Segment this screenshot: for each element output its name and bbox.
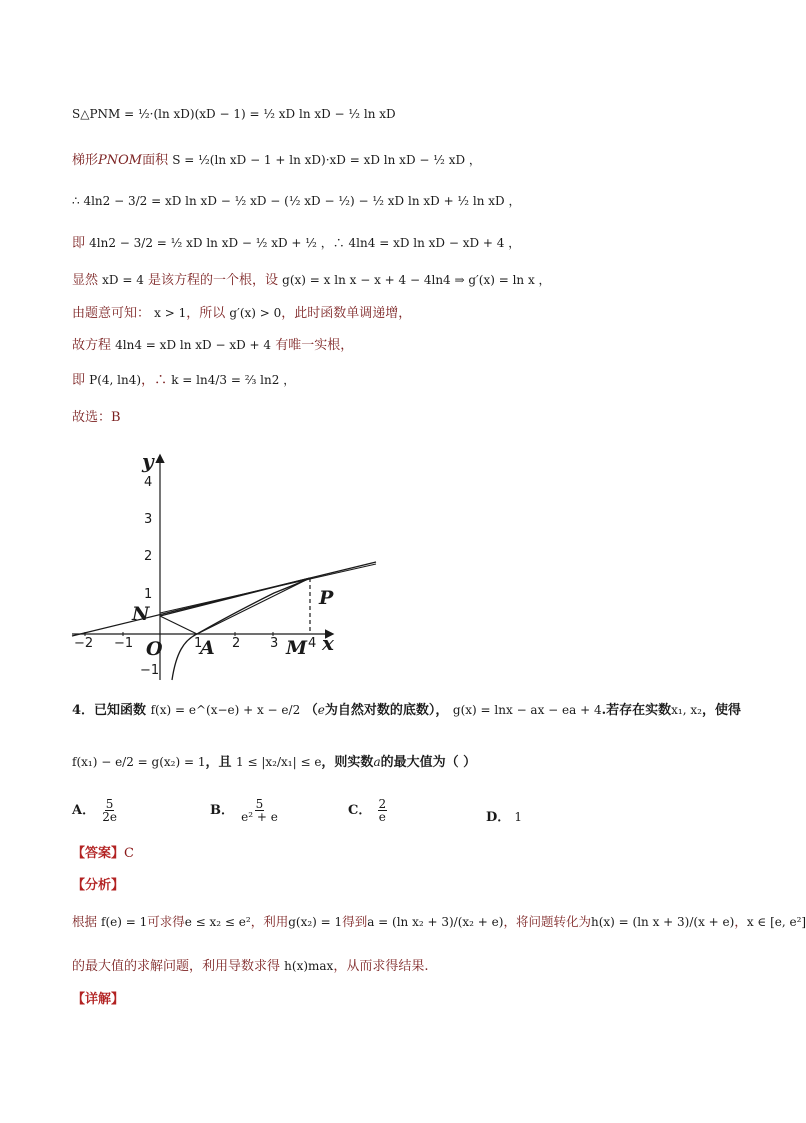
text: 根据 [72,914,98,929]
analysis-line2 [72,956,428,977]
question-4-line2 [72,752,476,773]
choice-text: 故选：B [72,410,121,425]
option-label: C． [348,803,372,818]
formula: e [317,703,325,717]
formula: 4ln4 = xD ln xD − xD + 4 [115,338,272,352]
therefore-line [72,191,520,212]
question-4-line1 [72,700,741,721]
trapezoid-area-line [72,150,481,171]
y-tick-4: 4 [144,475,153,490]
x-tick-3: 3 [270,636,279,651]
text: ，∴ [141,373,168,388]
formula: g(x₂) = 1 [288,915,343,929]
option-value: 1 [514,810,523,824]
text: 由题意可知： [72,306,151,321]
text: 即 [72,373,86,388]
text: 显然 [72,273,99,288]
text: 为自然对数的底数）， [324,703,449,718]
formula: h(x) = (ln x + 3)/(x + e) [590,915,735,929]
x-tick-4: 4 [308,636,317,651]
function-graph [64,448,384,688]
text: （ [304,703,318,718]
unique-root-line [72,335,353,356]
formula: e ≤ x₂ ≤ e² [184,915,251,929]
formula: g(x) = lnx − ax − ea + 4 [452,703,602,717]
choose-line [72,408,121,428]
y-tick-neg1: −1 [140,663,160,678]
formula: f(e) = 1 [101,915,148,929]
answer-value: C [124,846,134,861]
line-NP-ext [160,564,376,613]
formula: 1 ≤ |x₂/x₁| ≤ e [236,755,322,769]
option-A[interactable] [72,798,120,823]
option-label: A． [72,803,96,818]
text: 可求得 [147,914,185,929]
option-label: D． [486,810,511,825]
formula: f(x₁) − e/2 = g(x₂) = 1 [72,755,206,769]
numerator: 5 [105,797,114,811]
text: ，使得 [701,703,741,718]
text: 的最大值的求解问题，利用导数求得 [72,959,281,974]
text: 是该方程的一个根，设 [148,273,279,288]
analysis-tag-line [72,876,124,896]
text: ，利用 [250,914,289,929]
denominator: 2e [102,810,117,824]
point-O-label: O [146,638,163,660]
x-tick-neg2: −2 [74,636,94,651]
point-p-line [72,370,295,391]
ln-curve [172,578,310,680]
point-A-label: A [200,637,215,659]
option-label: B． [210,803,234,818]
text: ， [734,914,747,929]
text: .若存在实数 [601,703,672,718]
text: 得到 [342,914,368,929]
formula: x > 1 [154,306,187,320]
text: ，则实数 [321,755,374,770]
formula: ∴ 4ln2 − 3/2 = xD ln xD − ½ xD − (½ xD − ½) − ½ xD ln xD + ½ ln xD ， [72,194,521,208]
text: ，且 [205,755,232,770]
text: 已知函数 [94,703,147,718]
option-B[interactable] [210,798,281,823]
shape-name: PNOM [98,153,143,168]
formula: S = ½(ln xD − 1 + ln xD)·xD = xD ln xD − ½ xD ， [172,153,481,167]
formula: S△PNM = ½·(ln xD)(xD − 1) = ½ xD ln xD − ½ ln xD [72,107,396,121]
denominator: e [378,810,386,824]
text: ，此时函数单调递增， [281,306,412,321]
x-tick-1: 1 [194,636,203,651]
point-P-label: P [319,587,334,609]
numerator: 5 [255,797,264,811]
area-triangle-formula [72,104,396,125]
numerator: 2 [378,797,387,811]
formula: xD = 4 [102,273,144,287]
point-N-label: N [132,603,150,625]
question-number: 4． [72,703,95,718]
text: 有唯一实根， [275,338,354,353]
formula: a = (ln x₂ + 3)/(x₂ + e) [367,915,504,929]
x-tick-2: 2 [232,636,241,651]
formula: g(x) = x ln x − x + 4 − 4ln4 ⇒ g′(x) = ln x ， [282,273,551,287]
root-line [72,270,551,291]
y-tick-3: 3 [144,512,153,527]
formula: f(x) = e^(x−e) + x − e/2 [150,703,301,717]
line-AP [197,578,310,634]
text: ，从而求得结果. [333,959,429,974]
x-tick-neg1: −1 [114,636,134,651]
option-D[interactable] [486,806,522,825]
formula: 4ln2 − 3/2 = ½ xD ln xD − ½ xD + ½ ，∴ 4ln4 = xD ln xD − xD + 4 ， [89,236,521,250]
formula: x₁, x₂ [671,703,702,717]
text: 面积 [142,153,169,168]
analysis-tag: 【分析】 [72,878,125,893]
formula: g′(x) > 0 [229,306,282,320]
formula: a [373,755,381,769]
text: ，所以 [186,306,226,321]
text: 即 [72,236,86,251]
y-axis-label: y [142,449,154,473]
text: 故方程 [72,338,112,353]
text: 的最大值为（ ） [380,755,477,770]
formula: h(x)max [284,959,334,973]
text: 梯形 [72,153,99,168]
x-axis-label: x [322,631,334,655]
text: ，将问题转化为 [503,914,591,929]
monotonic-line [72,303,411,324]
formula: P(4, ln4) [89,373,142,387]
line-NA [160,616,197,634]
y-tick-2: 2 [144,549,153,564]
formula: k = ln4/3 = ⅔ ln2 ， [171,373,296,387]
equation-line [72,233,520,254]
answer-line [72,844,134,864]
formula: x ∈ [e, e²] [746,915,806,929]
y-tick-1: 1 [144,587,153,602]
detail-tag: 【详解】 [72,992,125,1007]
option-C[interactable] [348,798,389,823]
point-M-label: M [286,637,308,659]
answer-tag: 【答案】 [72,846,125,861]
analysis-line1 [72,912,806,932]
denominator: e² + e [241,810,278,824]
detail-tag-line [72,990,124,1010]
